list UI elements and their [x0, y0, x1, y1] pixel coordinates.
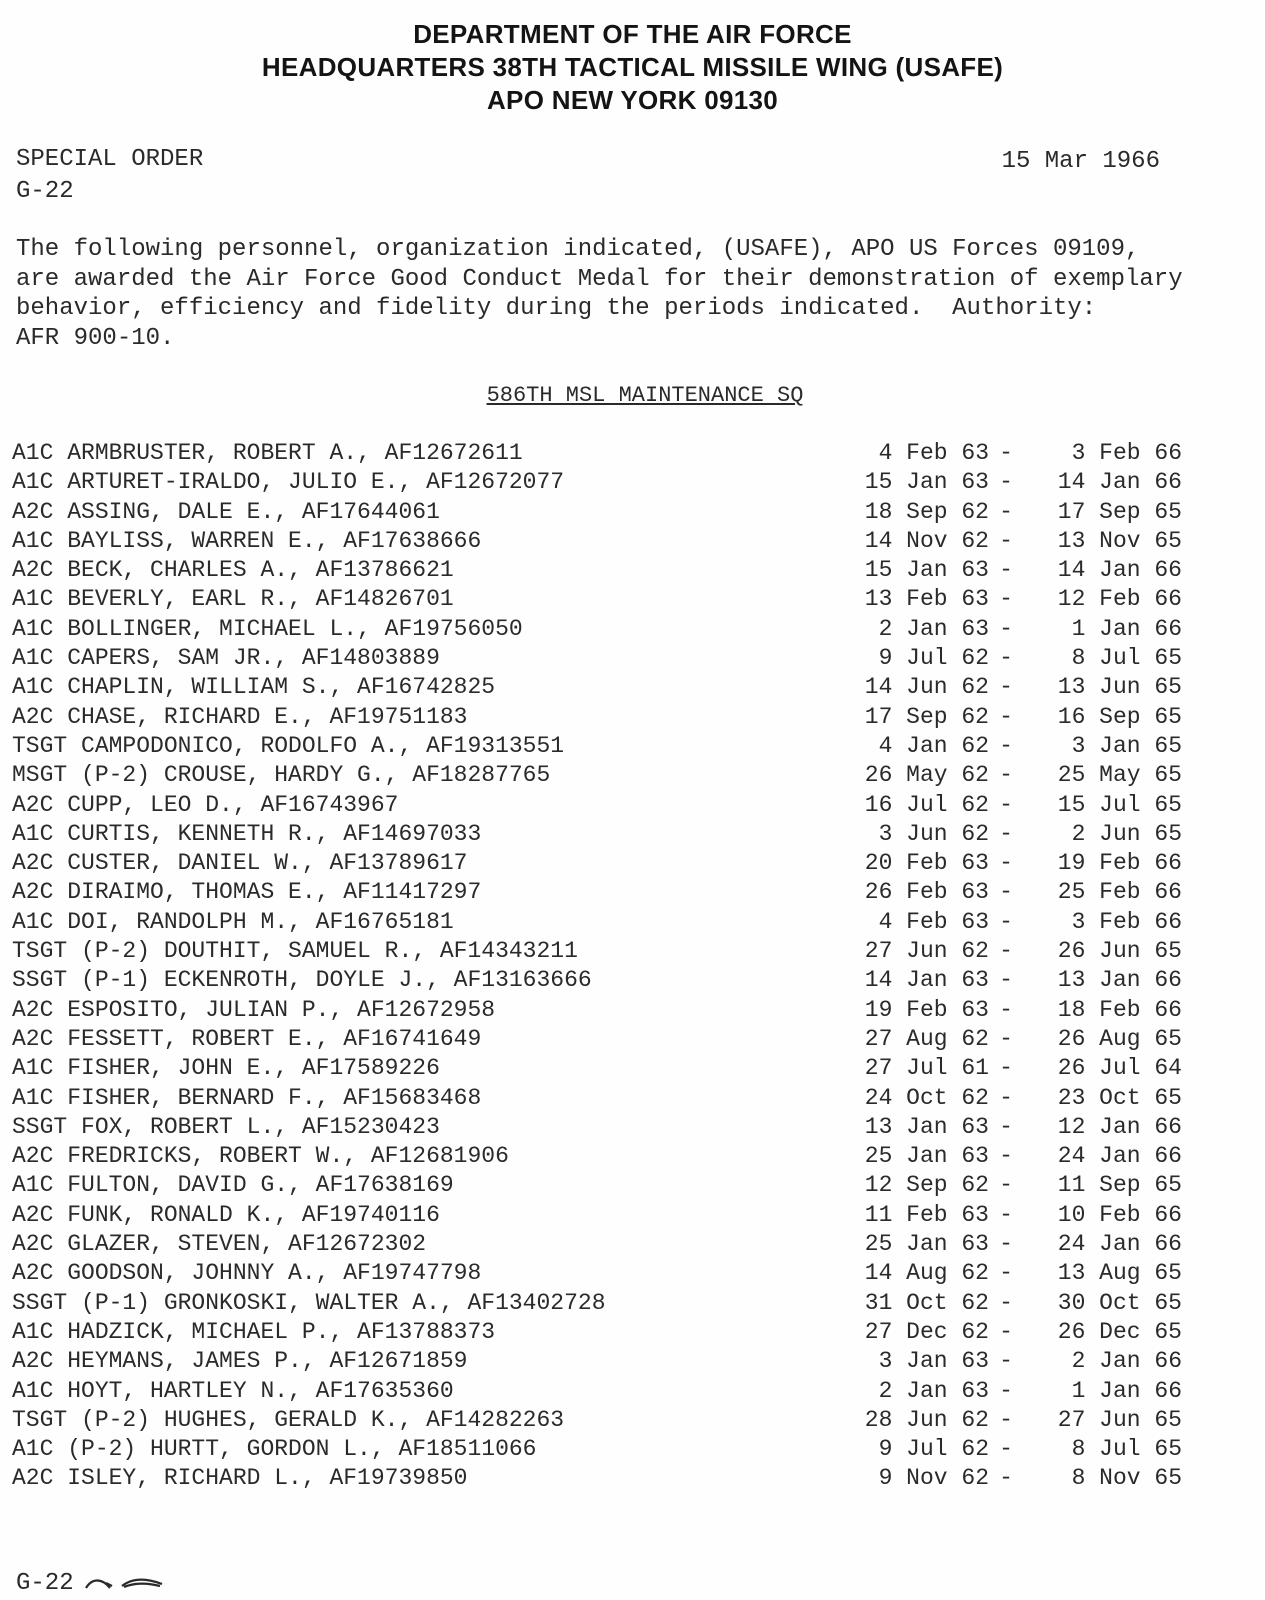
- period-start: 12 Sep 62: [864, 1172, 989, 1199]
- period-end: 1 Jan 66: [1071, 1377, 1182, 1404]
- period-end: 10 Feb 66: [1057, 1201, 1182, 1228]
- personnel-row: [12, 439, 1182, 468]
- period-start: 3 Jan 63: [878, 1348, 989, 1375]
- personnel-row: [12, 849, 1182, 878]
- period-separator: -: [999, 1143, 1013, 1170]
- period-end: 1 Jan 66: [1071, 615, 1182, 642]
- period-start: 26 May 62: [864, 762, 989, 789]
- period-separator: -: [999, 1318, 1013, 1345]
- period-end: 23 Oct 65: [1057, 1084, 1182, 1111]
- personnel-name: A2C GOODSON, JOHNNY A., AF19747798: [12, 1260, 482, 1287]
- personnel-name: A2C CUPP, LEO D., AF16743967: [12, 791, 399, 818]
- period-separator: -: [999, 586, 1013, 613]
- personnel-name: A1C CAPERS, SAM JR., AF14803889: [12, 645, 440, 672]
- period-end: 3 Jan 65: [1071, 732, 1182, 759]
- period-start: 14 Aug 62: [864, 1260, 989, 1287]
- period-start: 27 Aug 62: [864, 1025, 989, 1052]
- period-separator: -: [999, 703, 1013, 730]
- personnel-name: A1C BOLLINGER, MICHAEL L., AF19756050: [12, 615, 523, 642]
- award-paragraph-line: AFR 900-10.: [16, 324, 175, 352]
- period-start: 4 Feb 63: [878, 908, 989, 935]
- period-start: 25 Jan 63: [864, 1143, 989, 1170]
- personnel-row: [12, 1025, 1182, 1054]
- period-end: 2 Jun 65: [1071, 820, 1182, 847]
- personnel-name: A1C HOYT, HARTLEY N., AF17635360: [12, 1377, 454, 1404]
- period-separator: -: [999, 1377, 1013, 1404]
- footer-order-number: G-22: [16, 1570, 74, 1597]
- personnel-list: [12, 439, 1182, 1494]
- period-separator: -: [999, 1025, 1013, 1052]
- personnel-row: [12, 1084, 1182, 1113]
- period-start: 15 Jan 63: [864, 469, 989, 496]
- period-end: 17 Sep 65: [1057, 498, 1182, 525]
- personnel-row: [12, 615, 1182, 644]
- personnel-name: A2C DIRAIMO, THOMAS E., AF11417297: [12, 879, 482, 906]
- period-start: 14 Jan 63: [864, 967, 989, 994]
- period-end: 18 Feb 66: [1057, 996, 1182, 1023]
- period-start: 2 Jan 63: [878, 1377, 989, 1404]
- order-date: 15 Mar 1966: [1001, 148, 1160, 175]
- period-end: 13 Jun 65: [1057, 674, 1182, 701]
- award-paragraph-line: are awarded the Air Force Good Conduct Medal for their demonstration of exemplary: [16, 265, 1183, 293]
- personnel-name: A1C CURTIS, KENNETH R., AF14697033: [12, 820, 482, 847]
- period-start: 25 Jan 63: [864, 1231, 989, 1258]
- personnel-row: [12, 908, 1182, 937]
- personnel-name: A2C GLAZER, STEVEN, AF12672302: [12, 1231, 427, 1258]
- period-start: 16 Jul 62: [864, 791, 989, 818]
- personnel-name: A1C DOI, RANDOLPH M., AF16765181: [12, 908, 454, 935]
- period-separator: -: [999, 1172, 1013, 1199]
- personnel-row: [12, 644, 1182, 673]
- period-separator: -: [999, 967, 1013, 994]
- period-start: 9 Jul 62: [878, 1436, 989, 1463]
- period-start: 27 Jul 61: [864, 1055, 989, 1082]
- award-paragraph-line: The following personnel, organization indicated, (USAFE), APO US Forces 09109,: [16, 236, 1140, 263]
- period-end: 13 Jan 66: [1057, 967, 1182, 994]
- personnel-name: SSGT FOX, ROBERT L., AF15230423: [12, 1113, 440, 1140]
- period-end: 8 Jul 65: [1071, 645, 1182, 672]
- period-separator: -: [999, 732, 1013, 759]
- period-end: 26 Jun 65: [1057, 938, 1182, 965]
- period-end: 25 May 65: [1057, 762, 1182, 789]
- period-separator: -: [999, 527, 1013, 554]
- period-end: 14 Jan 66: [1057, 557, 1182, 584]
- award-paragraph: [16, 235, 1183, 353]
- letterhead-headquarters: HEADQUARTERS 38TH TACTICAL MISSILE WING (USAFE): [261, 52, 1004, 82]
- period-separator: -: [999, 1289, 1013, 1316]
- personnel-row: [12, 1230, 1182, 1259]
- personnel-name: A2C ESPOSITO, JULIAN P., AF12672958: [12, 996, 496, 1023]
- period-separator: -: [999, 938, 1013, 965]
- personnel-name: A1C FISHER, BERNARD F., AF15683468: [12, 1084, 482, 1111]
- personnel-row: [12, 1377, 1182, 1406]
- personnel-name: A2C ASSING, DALE E., AF17644061: [12, 498, 440, 525]
- period-end: 8 Nov 65: [1071, 1465, 1182, 1492]
- personnel-row: [12, 820, 1182, 849]
- period-end: 30 Oct 65: [1057, 1289, 1182, 1316]
- period-start: 13 Jan 63: [864, 1113, 989, 1140]
- period-start: 3 Jun 62: [878, 820, 989, 847]
- period-separator: -: [999, 1260, 1013, 1287]
- period-start: 11 Feb 63: [864, 1201, 989, 1228]
- personnel-name: TSGT (P-2) HUGHES, GERALD K., AF14282263: [12, 1406, 565, 1433]
- personnel-row: [12, 673, 1182, 702]
- personnel-row: [12, 527, 1182, 556]
- period-end: 24 Jan 66: [1057, 1231, 1182, 1258]
- period-start: 14 Jun 62: [864, 674, 989, 701]
- period-start: 31 Oct 62: [864, 1289, 989, 1316]
- personnel-row: [12, 1054, 1182, 1083]
- personnel-row: [12, 937, 1182, 966]
- period-start: 4 Jan 62: [878, 732, 989, 759]
- personnel-name: A2C BECK, CHARLES A., AF13786621: [12, 557, 454, 584]
- period-end: 12 Jan 66: [1057, 1113, 1182, 1140]
- personnel-row: [12, 1289, 1182, 1318]
- personnel-row: [12, 1347, 1182, 1376]
- period-end: 25 Feb 66: [1057, 879, 1182, 906]
- period-start: 2 Jan 63: [878, 615, 989, 642]
- personnel-name: A1C CHAPLIN, WILLIAM S., AF16742825: [12, 674, 496, 701]
- period-start: 27 Jun 62: [864, 938, 989, 965]
- period-separator: -: [999, 1436, 1013, 1463]
- personnel-row: [12, 966, 1182, 995]
- personnel-row: [12, 1259, 1182, 1288]
- period-start: 17 Sep 62: [864, 703, 989, 730]
- personnel-name: A2C HEYMANS, JAMES P., AF12671859: [12, 1348, 468, 1375]
- period-end: 8 Jul 65: [1071, 1436, 1182, 1463]
- personnel-row: [12, 556, 1182, 585]
- period-separator: -: [999, 996, 1013, 1023]
- period-start: 27 Dec 62: [864, 1318, 989, 1345]
- period-end: 11 Sep 65: [1057, 1172, 1182, 1199]
- personnel-row: [12, 878, 1182, 907]
- personnel-row: [12, 1464, 1182, 1493]
- period-end: 3 Feb 66: [1071, 908, 1182, 935]
- period-separator: -: [999, 791, 1013, 818]
- personnel-row: [12, 703, 1182, 732]
- personnel-row: [12, 732, 1182, 761]
- period-end: 12 Feb 66: [1057, 586, 1182, 613]
- period-separator: -: [999, 645, 1013, 672]
- personnel-name: A1C FULTON, DAVID G., AF17638169: [12, 1172, 454, 1199]
- personnel-name: A1C ARTURET-IRALDO, JULIO E., AF12672077: [12, 469, 565, 496]
- personnel-name: A2C FREDRICKS, ROBERT W., AF12681906: [12, 1143, 509, 1170]
- personnel-name: A2C CHASE, RICHARD E., AF19751183: [12, 703, 468, 730]
- personnel-row: [12, 791, 1182, 820]
- period-separator: -: [999, 1406, 1013, 1433]
- period-separator: -: [999, 762, 1013, 789]
- period-start: 20 Feb 63: [864, 850, 989, 877]
- page-footer: [16, 1569, 166, 1599]
- personnel-name: A2C CUSTER, DANIEL W., AF13789617: [12, 850, 468, 877]
- period-start: 28 Jun 62: [864, 1406, 989, 1433]
- personnel-row: [12, 468, 1182, 497]
- award-paragraph-line: behavior, efficiency and fidelity during the periods indicated. Authority:: [16, 295, 1097, 322]
- personnel-name: TSGT (P-2) DOUTHIT, SAMUEL R., AF14343211: [12, 938, 578, 965]
- personnel-row: [12, 1318, 1182, 1347]
- period-start: 13 Feb 63: [864, 586, 989, 613]
- period-separator: -: [999, 674, 1013, 701]
- letterhead: [0, 18, 1265, 117]
- personnel-name: A1C ARMBRUSTER, ROBERT A., AF12672611: [12, 440, 523, 466]
- period-start: 15 Jan 63: [864, 557, 989, 584]
- personnel-row: [12, 585, 1182, 614]
- personnel-name: A1C BAYLISS, WARREN E., AF17638666: [12, 527, 482, 554]
- period-start: 4 Feb 63: [878, 440, 989, 466]
- personnel-name: SSGT (P-1) ECKENROTH, DOYLE J., AF13163666: [12, 967, 592, 994]
- personnel-row: [12, 1113, 1182, 1142]
- period-separator: -: [999, 1348, 1013, 1375]
- period-end: 3 Feb 66: [1071, 440, 1182, 466]
- unit-heading: [0, 382, 1265, 410]
- personnel-name: A1C (P-2) HURTT, GORDON L., AF18511066: [12, 1436, 537, 1463]
- period-start: 26 Feb 63: [864, 879, 989, 906]
- period-end: 13 Aug 65: [1057, 1260, 1182, 1287]
- personnel-row: [12, 996, 1182, 1025]
- period-end: 19 Feb 66: [1057, 850, 1182, 877]
- personnel-name: A2C FUNK, RONALD K., AF19740116: [12, 1201, 440, 1228]
- personnel-row: [12, 1142, 1182, 1171]
- personnel-row: [12, 1171, 1182, 1200]
- personnel-name: A2C FESSETT, ROBERT E., AF16741649: [12, 1025, 482, 1052]
- letterhead-address: APO NEW YORK 09130: [486, 85, 779, 115]
- period-end: 14 Jan 66: [1057, 469, 1182, 496]
- period-separator: -: [999, 615, 1013, 642]
- period-end: 24 Jan 66: [1057, 1143, 1182, 1170]
- period-separator: -: [999, 850, 1013, 877]
- handwritten-initials: [84, 1574, 166, 1594]
- period-separator: -: [999, 1465, 1013, 1492]
- period-separator: -: [999, 820, 1013, 847]
- period-start: 19 Feb 63: [864, 996, 989, 1023]
- period-separator: -: [999, 1113, 1013, 1140]
- order-number: G-22: [16, 178, 74, 205]
- period-end: 2 Jan 66: [1071, 1348, 1182, 1375]
- letterhead-department: DEPARTMENT OF THE AIR FORCE: [413, 19, 852, 49]
- period-start: 14 Nov 62: [864, 527, 989, 554]
- personnel-row: [12, 1201, 1182, 1230]
- period-separator: -: [999, 1201, 1013, 1228]
- personnel-name: MSGT (P-2) CROUSE, HARDY G., AF18287765: [12, 762, 551, 789]
- period-separator: -: [999, 557, 1013, 584]
- order-type: SPECIAL ORDER: [16, 146, 204, 173]
- period-separator: -: [999, 1084, 1013, 1111]
- period-end: 27 Jun 65: [1057, 1406, 1182, 1433]
- personnel-row: [12, 761, 1182, 790]
- period-separator: -: [999, 1231, 1013, 1258]
- period-separator: -: [999, 498, 1013, 525]
- personnel-name: SSGT (P-1) GRONKOSKI, WALTER A., AF13402728: [12, 1289, 606, 1316]
- unit-heading-text: 586TH MSL MAINTENANCE SQ: [486, 383, 804, 408]
- personnel-row: [12, 498, 1182, 527]
- period-separator: -: [999, 1055, 1013, 1082]
- period-start: 9 Nov 62: [878, 1465, 989, 1492]
- period-end: 26 Aug 65: [1057, 1025, 1182, 1052]
- period-start: 18 Sep 62: [864, 498, 989, 525]
- period-end: 16 Sep 65: [1057, 703, 1182, 730]
- period-separator: -: [999, 908, 1013, 935]
- personnel-row: [12, 1435, 1182, 1464]
- period-end: 26 Jul 64: [1057, 1055, 1182, 1082]
- personnel-name: TSGT CAMPODONICO, RODOLFO A., AF19313551: [12, 732, 565, 759]
- personnel-name: A1C BEVERLY, EARL R., AF14826701: [12, 586, 454, 613]
- personnel-name: A1C FISHER, JOHN E., AF17589226: [12, 1055, 440, 1082]
- period-start: 24 Oct 62: [864, 1084, 989, 1111]
- personnel-row: [12, 1406, 1182, 1435]
- period-end: 15 Jul 65: [1057, 791, 1182, 818]
- period-end: 26 Dec 65: [1057, 1318, 1182, 1345]
- period-start: 9 Jul 62: [878, 645, 989, 672]
- period-separator: -: [999, 469, 1013, 496]
- personnel-name: A2C ISLEY, RICHARD L., AF19739850: [12, 1465, 468, 1492]
- period-separator: -: [999, 440, 1013, 466]
- period-separator: -: [999, 879, 1013, 906]
- personnel-name: A1C HADZICK, MICHAEL P., AF13788373: [12, 1318, 496, 1345]
- period-end: 13 Nov 65: [1057, 527, 1182, 554]
